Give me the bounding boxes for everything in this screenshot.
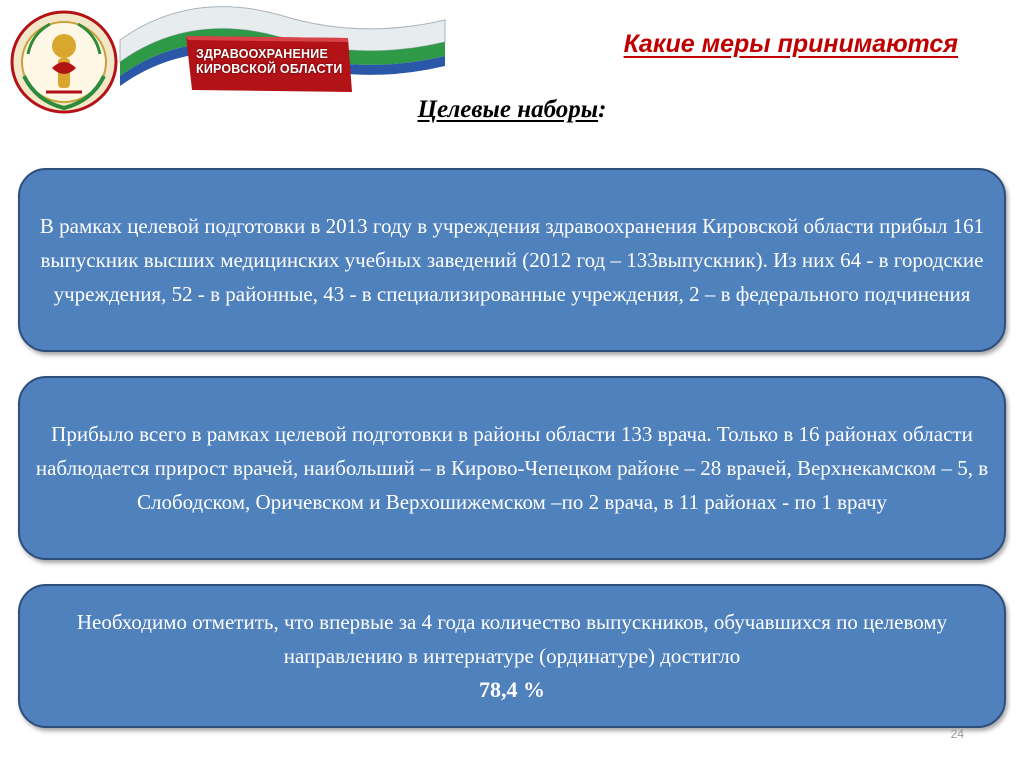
- org-name-line2: КИРОВСКОЙ ОБЛАСТИ: [196, 62, 343, 76]
- org-name-line1: ЗДРАВООХРАНЕНИЕ: [196, 47, 329, 61]
- section-subtitle: [0, 96, 1024, 124]
- subtitle-text: Целевые наборы: [417, 96, 599, 123]
- highlight-percentage: 78,4 %: [479, 677, 545, 702]
- subtitle-colon: :: [598, 96, 607, 123]
- info-box-districts: [18, 376, 1006, 560]
- info-box-internship: [18, 584, 1006, 728]
- info-box-text: Необходимо отметить, что впервые за 4 года количество выпускников, обучавшихся по целевому направлению в интернатуре (ординатуре) достигло: [76, 610, 948, 668]
- info-box-graduates: [18, 168, 1006, 352]
- info-box-text: Прибыло всего в рамках целевой подготовки в районы области 133 врача. Только в 16 районах области наблюдается прирост врачей, наибольший – в Кирово-Чепецком районе – 28 врачей, Верхнекамском – 5, в Слободском, Оричевском и Верхошижемском –по 2 врача, в 11 районах - по 1 врачу: [35, 422, 989, 514]
- page-number: 24: [950, 727, 964, 741]
- org-name: [196, 47, 346, 77]
- slide-title: Какие меры принимаются: [623, 30, 958, 58]
- info-box-text: В рамках целевой подготовки в 2013 году в учреждения здравоохранения Кировской области прибыл 161 выпускник высших медицинских учебных заведений (2012 год – 133выпускник). Из них 64 - в городские учреждения, 52 - в районные, 43 - в специализированные учреждения, 2 – в федерального подчинения: [39, 214, 985, 306]
